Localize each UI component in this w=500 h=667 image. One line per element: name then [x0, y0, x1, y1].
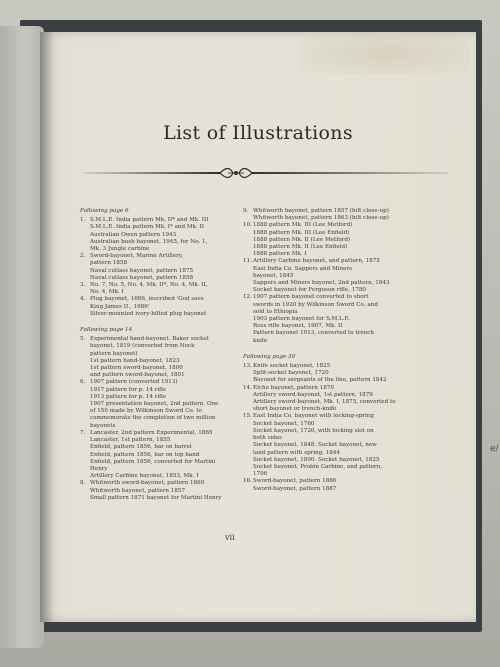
entry-number: 9. [243, 208, 249, 214]
illustrations-column-left [80, 208, 232, 502]
entry-number: 11. [243, 258, 252, 265]
entry-line: bayonets [90, 422, 116, 429]
illustration-entry [243, 208, 423, 222]
entry-line: Lancaster, 1st pattern, 1855 [90, 437, 171, 444]
entry-line: Bayonet for sergeants of the line, pattern 1842 [253, 377, 387, 384]
section-gap [243, 345, 423, 354]
entry-number: 5. [80, 336, 86, 343]
page-stain [300, 34, 470, 74]
entry-line: 1st pattern sword-bayonet, 1800 [90, 365, 183, 372]
entry-line: pattern 1858 [90, 260, 128, 267]
entry-line: Ross rifle bayonet, 1907, Mk. II [253, 323, 343, 330]
entry-line: 1st pattern hand-bayonet, 1823 [90, 357, 180, 364]
entry-line: Socket bayonet, 1760 [253, 420, 315, 427]
section-heading: Following page 6 [80, 208, 129, 214]
entry-line: East India Co. Sappers and Miners [253, 265, 352, 272]
entry-line: Socket bayonet for Ferguson rifle, 1780 [253, 287, 366, 294]
entry-line: pattern bayonet) [90, 350, 138, 357]
entry-line: Whitworth sword-bayonet, pattern 1869 [90, 480, 205, 487]
entry-line: Henry [90, 465, 108, 472]
entry-line: knife [253, 337, 268, 344]
entry-line: and pattern sword-bayonet, 1801 [90, 372, 185, 379]
entry-line: land pattern with spring, 1844 [253, 449, 340, 456]
entry-line: Elcho bayonet, pattern 1870 [253, 384, 334, 391]
entry-line: 1888 pattern Mk. I [253, 251, 307, 258]
illustration-entry [243, 222, 423, 258]
facing-page-edge [0, 26, 44, 648]
illustration-entry [80, 379, 232, 429]
entry-number: 16. [243, 478, 252, 485]
entry-line: Lancaster, 2nd pattern Experimental, 1865 [90, 429, 213, 436]
entry-number: 15. [243, 413, 252, 420]
entry-line: Sword-bayonet, pattern 1886 [253, 478, 337, 485]
entry-line: 1907 pattern bayonet converted to short [253, 294, 369, 301]
entry-line: East India Co. bayonet with locking-spring [253, 413, 374, 420]
title-rule-right [252, 172, 448, 174]
entry-line: Experimental hand-bayonet. Baker socket [90, 336, 210, 343]
entry-line: 1888 pattern Mk. III (Lee Metford) [253, 222, 353, 229]
entry-line: Sword-bayonet, Marine Artillery, [90, 253, 184, 260]
illustration-entry [80, 253, 232, 282]
entry-line: 1903 pattern bayonet for S.M.L.E. [253, 316, 351, 323]
entry-line: Whitworth bayonet, pattern 1857 (hilt close-up) [253, 208, 389, 214]
entry-line: commemorate the completion of two million [90, 415, 216, 422]
page-title: List of Illustrations [163, 122, 353, 144]
illustration-entry [243, 478, 423, 492]
entry-line: Silver-mounted ivory-hilted plug bayonet [90, 310, 207, 317]
page-number: vii [225, 533, 235, 542]
entry-line: Socket bayonet, 1848. Socket bayonet, new [253, 442, 377, 449]
entry-line: Whitworth bayonet, pattern 1857 [90, 487, 186, 494]
entry-line: Artillery Carbine bayonet, and pattern, 1875 [253, 258, 380, 265]
entry-line: 1796 [253, 471, 268, 478]
entry-line: Pattern bayonet 1913, converted to trench [253, 330, 375, 337]
entry-line: 1907 presentation bayonet, 2nd pattern. One [90, 401, 219, 408]
entry-line: Plug bayonet, 1686, inscribed 'God save [90, 296, 204, 303]
entry-line: short bayonet or trench-knife [253, 406, 337, 413]
entry-line: 1917 pattern for p. 14 rifle [90, 386, 167, 393]
illustration-entry [80, 282, 232, 296]
entry-line: both sides [253, 435, 282, 442]
entry-line: Enfield, pattern 1856, bar on top band [90, 451, 200, 458]
illustrations-column-right [243, 208, 423, 493]
entry-line: Enfield, pattern 1856, bar on barrel [90, 444, 192, 451]
entry-line: 1907 pattern (converted 1913) [90, 379, 178, 386]
section-gap [80, 318, 232, 327]
entry-line: Mk. 3 Jungle carbine [90, 246, 150, 253]
entry-number: 13. [243, 363, 252, 370]
entry-line: bayonet, 1819 (converted from Nock [90, 343, 195, 350]
entry-line: Artillery sword-bayonet, Mk. I, 1875, converted to [253, 399, 396, 406]
entry-number: 6. [80, 379, 86, 386]
entry-line: Socket bayonet, 1720, with locking slot on [253, 427, 374, 434]
illustration-entry [80, 296, 232, 318]
illustration-entry [80, 336, 232, 379]
entry-line: 1888 pattern Mk. III (Lee Enfield) [253, 229, 350, 236]
entry-number: 8. [80, 480, 86, 487]
entry-line: sold to Ethiopia [253, 308, 298, 315]
entry-line: No. 4, Mk. I [90, 289, 124, 296]
illustration-entry [243, 258, 423, 294]
entry-line: Knife socket bayonet, 1825 [253, 363, 331, 370]
illustration-entry [243, 363, 423, 385]
illustration-entry [80, 480, 232, 502]
entry-line: 1888 pattern Mk. II (Lee Enfield) [253, 244, 348, 251]
illustration-entry [80, 430, 232, 480]
gutter-shadow [40, 32, 54, 622]
section-heading: Following page 14 [80, 327, 133, 334]
entry-line: Enfield, pattern 1856, converted for Martini [90, 458, 216, 465]
entry-line: S.M.L.E. India pattern Mk. I* and Mk. II [90, 224, 204, 231]
ornament-icon [218, 164, 254, 182]
illustration-entry [243, 294, 423, 344]
entry-number: 14. [243, 384, 252, 391]
entry-line: No. 7, No. 5, No. 4, Mk. II*, No. 4, Mk. II, [90, 282, 208, 289]
entry-line: Whitworth bayonet, pattern 1863 (hilt close-up) [253, 215, 389, 222]
entry-line: Socket bayonet, Probin Carbine, and pattern, [253, 463, 382, 470]
entry-line: 1888 pattern Mk. II (Lee Metford) [253, 236, 351, 243]
entry-line: S.M.L.E. India pattern Mk. II* and Mk. III [90, 217, 209, 224]
entry-line: of 150 made by Wilkinson Sword Co. to [90, 408, 202, 415]
entry-number: 3. [80, 282, 86, 289]
entry-line: Socket bayonet, 1800. Socket bayonet, 1825 [253, 456, 380, 463]
entry-line: Small pattern 1871 bayonet for Martini Henry [90, 494, 222, 501]
entry-line: Naval cutlass bayonet, pattern 1858 [90, 274, 194, 281]
illustration-entry [80, 217, 232, 253]
margin-mark: e/ [490, 444, 499, 454]
entry-line: Artillery Carbine bayonet, 1853, Mk. I [90, 473, 199, 480]
entry-line: bayonet, 1845 [253, 272, 294, 279]
entry-number: 1. [80, 217, 86, 224]
entry-line: Naval cutlass bayonet, pattern 1875 [90, 267, 194, 274]
entry-line: Sword-bayonet, pattern 1887 [253, 485, 337, 492]
entry-line: 1913 pattern for p. 14 rifle [90, 393, 167, 400]
entry-number: 4. [80, 296, 86, 303]
entry-number: 12. [243, 294, 252, 301]
entry-line: Artillery sword-bayonet, 1st pattern, 1879 [253, 391, 373, 398]
entry-number: 10. [243, 222, 252, 229]
entry-line: Australian Owen pattern 1943 [90, 231, 177, 238]
entry-line: Australian bush bayonet, 1945, for No. 1, [90, 238, 208, 245]
title-rule-left [84, 172, 220, 174]
section-heading: Following page 30 [243, 353, 296, 360]
entry-line: swords in 1920 by Wilkinson Sword Co. and [253, 301, 378, 308]
illustration-entry [243, 385, 423, 414]
entry-number: 7. [80, 429, 86, 436]
entry-line: Sappers and Miners bayonet, 2nd pattern, 1843 [253, 280, 390, 287]
illustration-entry [243, 413, 423, 478]
entry-line: King James II., 1686' [90, 303, 150, 310]
entry-number: 2. [80, 253, 86, 260]
entry-line: Split-socket bayonet, 1720 [253, 370, 329, 377]
